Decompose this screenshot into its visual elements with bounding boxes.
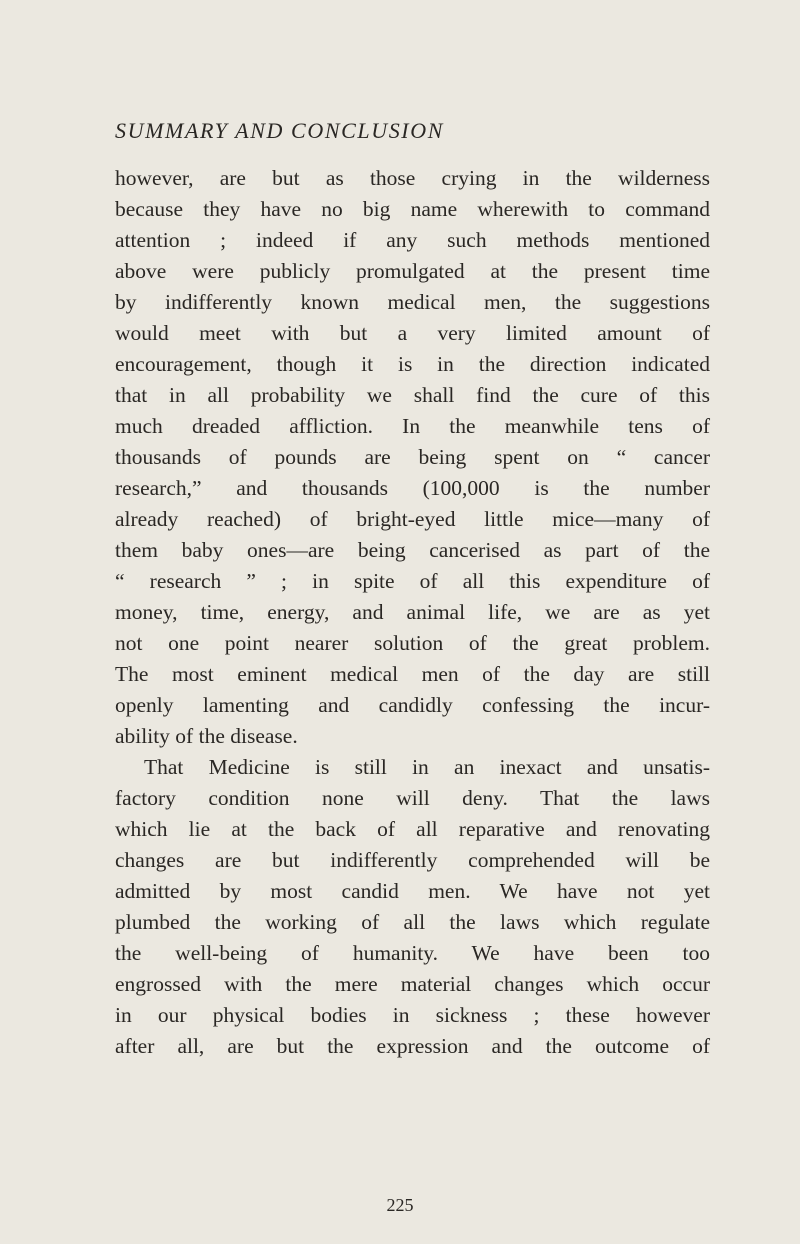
- text-line: engrossed with the mere material changes which occur: [115, 972, 710, 996]
- text-line: thousands of pounds are being spent on “ cancer: [115, 445, 710, 469]
- text-line: not one point nearer solution of the great problem.: [115, 631, 710, 655]
- text-line: money, time, energy, and animal life, we are as yet: [115, 600, 710, 624]
- text-line: them baby ones—are being cancerised as part of the: [115, 538, 710, 562]
- text-line: would meet with but a very limited amount of: [115, 321, 710, 345]
- running-head: SUMMARY AND CONCLUSION: [115, 118, 444, 143]
- text-line: that in all probability we shall find the cure of this: [115, 383, 710, 407]
- text-line: research,” and thousands (100,000 is the number: [115, 476, 710, 500]
- text-line: attention ; indeed if any such methods mentioned: [115, 228, 710, 252]
- text-line: plumbed the working of all the laws which regulate: [115, 910, 710, 934]
- text-line: changes are but indifferently comprehended will be: [115, 848, 710, 872]
- text-line: by indifferently known medical men, the suggestions: [115, 290, 710, 314]
- text-line: openly lamenting and candidly confessing the incur-: [115, 693, 710, 717]
- text-line: The most eminent medical men of the day are still: [115, 662, 710, 686]
- text-line: after all, are but the expression and the outcome of: [115, 1034, 710, 1058]
- text-line: above were publicly promulgated at the present time: [115, 259, 710, 283]
- text-line: much dreaded affliction. In the meanwhile tens of: [115, 414, 710, 438]
- text-line: “ research ” ; in spite of all this expenditure of: [115, 569, 710, 593]
- text-line: already reached) of bright-eyed little mice—many of: [115, 507, 710, 531]
- text-line: in our physical bodies in sickness ; these however: [115, 1003, 710, 1027]
- page-number: 225: [386, 1195, 414, 1215]
- paragraph-start-line: That Medicine is still in an inexact and unsatis-: [144, 755, 710, 779]
- text-line: because they have no big name wherewith to command: [115, 197, 710, 221]
- text-line: encouragement, though it is in the direction indicated: [115, 352, 710, 376]
- paragraph-end-line: ability of the disease.: [115, 724, 298, 748]
- text-line: the well-being of humanity. We have been too: [115, 941, 710, 965]
- body-text: [115, 163, 710, 1062]
- text-line: however, are but as those crying in the wilderness: [115, 166, 710, 190]
- text-line: which lie at the back of all reparative and renovating: [115, 817, 710, 841]
- text-line: admitted by most candid men. We have not yet: [115, 879, 710, 903]
- text-line: factory condition none will deny. That the laws: [115, 786, 710, 810]
